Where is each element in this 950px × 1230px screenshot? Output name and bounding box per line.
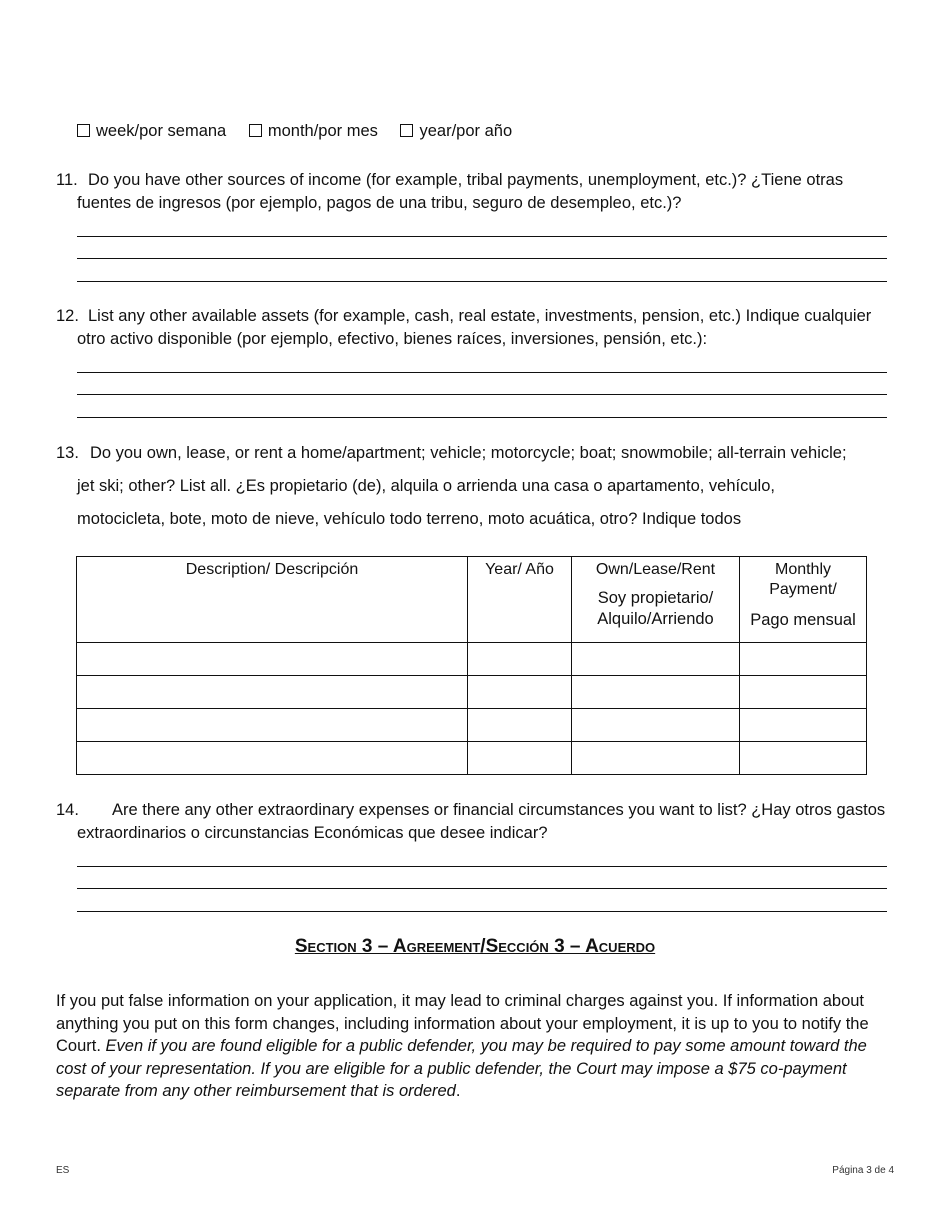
table-cell[interactable]: [77, 709, 468, 742]
answer-line[interactable]: [77, 844, 887, 867]
table-cell[interactable]: [740, 643, 867, 676]
frequency-month-label: month/por mes: [267, 122, 378, 140]
table-cell[interactable]: [572, 676, 740, 709]
table-cell[interactable]: [468, 643, 572, 676]
frequency-month-option[interactable]: [249, 122, 378, 140]
question-14-text: Are there any other extraordinary expenses or financial circumstances you want to list? ¿Hay otros gastos extraordinarios o circunstancias Económicas que desee indicar?: [77, 801, 886, 842]
question-11-answer-lines[interactable]: [77, 214, 887, 282]
frequency-year-label: year/por año: [419, 122, 513, 140]
table-cell[interactable]: [740, 742, 867, 775]
table-row: [77, 676, 867, 709]
header-monthly-payment: [740, 557, 867, 643]
question-11-text: Do you have other sources of income (for example, tribal payments, unemployment, etc.)? ¿Tiene otras fuentes de ingresos (por ejemplo, pagos de una tribu, seguro de desempleo, etc.)?: [77, 171, 844, 212]
table-cell[interactable]: [77, 676, 468, 709]
question-14-number: 14.: [56, 801, 79, 819]
table-header-row: [77, 557, 867, 643]
question-13-number: 13.: [56, 444, 79, 462]
answer-line[interactable]: [77, 237, 887, 260]
footer-language-code: ES: [56, 1165, 70, 1176]
header-payment-es: Pago mensual: [750, 611, 856, 629]
agreement-paragraph: [56, 990, 896, 1103]
agreement-plain-text: If you put false information on your application, it may lead to criminal charges against you. If information about anything you put on this form changes, including information about your employment, it is up to you to notify the Court.: [56, 992, 869, 1055]
table-cell[interactable]: [77, 643, 468, 676]
header-own-en: Own/Lease/Rent: [595, 561, 716, 578]
question-12-answer-lines[interactable]: [77, 350, 887, 418]
header-description: Description/ Descripción: [77, 557, 468, 643]
answer-line[interactable]: [77, 214, 887, 237]
question-14-answer-lines[interactable]: [77, 844, 887, 912]
table-cell[interactable]: [740, 709, 867, 742]
header-year: Year/ Año: [468, 557, 572, 643]
header-payment-en: Monthly Payment/: [769, 561, 837, 598]
answer-line[interactable]: [77, 867, 887, 890]
checkbox-week[interactable]: [77, 124, 90, 137]
frequency-week-option[interactable]: [77, 122, 226, 140]
table-cell[interactable]: [468, 742, 572, 775]
answer-line[interactable]: [77, 889, 887, 912]
table-row: [77, 643, 867, 676]
header-own-lease-rent: [572, 557, 740, 643]
question-13-line-1: Do you own, lease, or rent a home/apartment; vehicle; motorcycle; boat; snowmobile; all-terrain vehicle;: [89, 444, 847, 462]
table-cell[interactable]: [740, 676, 867, 709]
agreement-italic-text: Even if you are found eligible for a public defender, you may be required to pay some amount toward the cost of your representation. If you are eligible for a public defender, the Court may impose a $75 co-payment separate from any other reimbursement that is ordered: [56, 1037, 867, 1100]
answer-line[interactable]: [77, 259, 887, 282]
question-12-number: 12.: [56, 307, 79, 325]
answer-line[interactable]: [77, 395, 887, 418]
table-row: [77, 709, 867, 742]
footer-page-number: Página 3 de 4: [832, 1165, 894, 1176]
table-cell[interactable]: [468, 709, 572, 742]
question-13-line-3: motocicleta, bote, moto de nieve, vehículo todo terreno, moto acuática, otro? Indique todos: [77, 510, 742, 528]
table-cell[interactable]: [572, 643, 740, 676]
table-cell[interactable]: [572, 742, 740, 775]
question-11: [56, 169, 896, 214]
question-11-number: 11.: [56, 171, 78, 189]
checkbox-year[interactable]: [400, 124, 413, 137]
frequency-week-label: week/por semana: [96, 122, 227, 140]
assets-table: [76, 556, 867, 775]
question-12-text: List any other available assets (for example, cash, real estate, investments, pension, etc.) Indique cualquier otro activo disponible (por ejemplo, efectivo, bienes raíces, inversiones, pensión, etc.):: [77, 307, 872, 348]
question-13-line-2: jet ski; other? List all. ¿Es propietario (de), alquila o arrienda una casa o apartamento, vehículo,: [77, 477, 775, 495]
table-row: [77, 742, 867, 775]
table-cell[interactable]: [572, 709, 740, 742]
checkbox-month[interactable]: [249, 124, 262, 137]
answer-line[interactable]: [77, 373, 887, 396]
question-13: [56, 437, 906, 536]
question-14: [56, 799, 896, 844]
table-cell[interactable]: [468, 676, 572, 709]
section-3-title: Section 3 – Agreement/Sección 3 – Acuerdo: [294, 936, 656, 957]
answer-line[interactable]: [77, 350, 887, 373]
question-12: [56, 305, 896, 350]
frequency-year-option[interactable]: [400, 122, 512, 140]
agreement-end: .: [455, 1082, 461, 1100]
header-own-es: Soy propietario/ Alquilo/Arriendo: [597, 589, 714, 628]
table-cell[interactable]: [77, 742, 468, 775]
payment-frequency-options: [77, 120, 530, 143]
